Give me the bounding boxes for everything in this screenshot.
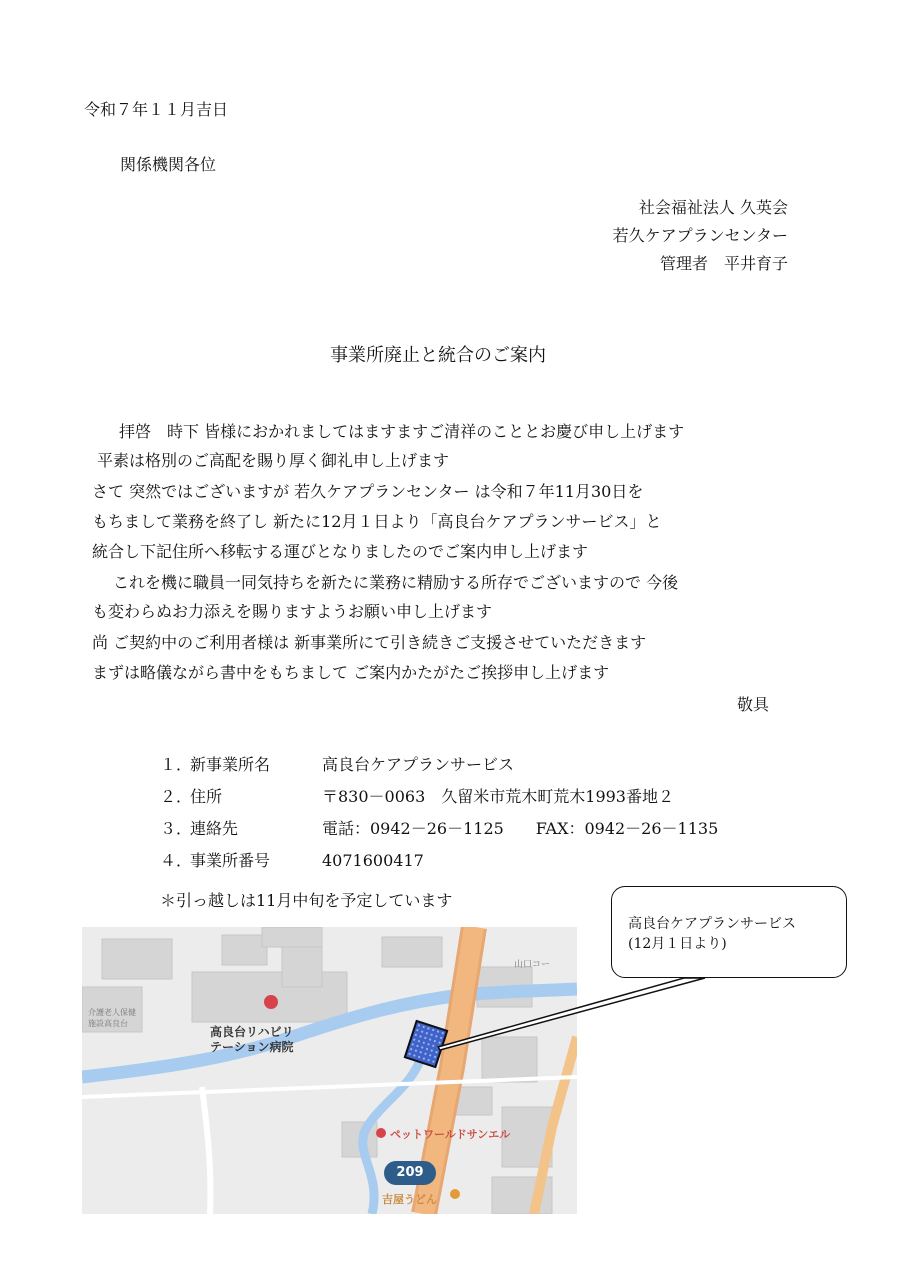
detail-value-3: 電話：0942－26－1125 FAX：0942－26－1135 (322, 819, 719, 838)
sender-organization: 社会福祉法人 久英会 (638, 198, 788, 217)
map-label-care-facility: 介護老人保健 施設高良台 (88, 1008, 136, 1028)
detail-label-1: 新事業所名 (190, 755, 271, 774)
map-label-udon: 吉屋うどん (382, 1193, 437, 1206)
detail-label-4: 事業所番号 (190, 851, 271, 870)
callout-line-1: 高良台ケアプランサービス (628, 916, 796, 932)
detail-num-3: ３． (160, 819, 193, 838)
petshop-pin-icon (376, 1128, 386, 1138)
detail-num-1: １． (160, 755, 193, 774)
document-title: 事業所廃止と統合のご案内 (330, 345, 546, 366)
detail-label-2: 住所 (190, 787, 223, 806)
callout-line-2: (12月１日より) (628, 936, 727, 952)
moving-note: ＊引っ越しは11月中旬を予定しています (160, 891, 453, 910)
hospital-pin-icon (264, 995, 278, 1009)
body-line-3: さて 突然ではございますが 若久ケアプランセンター は令和７年11月30日を (92, 482, 644, 501)
detail-value-2: 〒830－0063 久留米市荒木町荒木1993番地２ (322, 787, 674, 806)
location-map (82, 927, 577, 1214)
body-line-4: もちまして業務を終了し 新たに12月１日より「高良台ケアプランサービス」と (92, 512, 662, 531)
callout-box (611, 886, 847, 978)
body-line-7: も変わらぬお力添えを賜りますようお願い申し上げます (92, 602, 493, 621)
document-date: 令和７年１１月吉日 (84, 100, 229, 119)
body-line-6: これを機に職員一同気持ちを新たに業務に精励する所存でございますので 今後 (97, 573, 679, 592)
detail-value-1: 高良台ケアプランサービス (322, 755, 515, 774)
detail-label-3: 連絡先 (190, 819, 239, 838)
closing: 敬具 (736, 695, 769, 714)
body-line-2: 平素は格別のご高配を賜り厚く御礼申し上げます (97, 451, 450, 470)
route-209-shield: 209 (384, 1161, 436, 1185)
map-label-yamaguchi: 山口コー (514, 960, 551, 970)
body-line-1: 拝啓 時下 皆様におかれましてはますますご清祥のこととお慶び申し上げます (103, 422, 685, 441)
detail-value-4: 4071600417 (322, 851, 424, 870)
map-label-hospital: 高良台リハビリ テーション病院 (210, 1025, 294, 1054)
body-line-5: 統合し下記住所へ移転する運びとなりましたのでご案内申し上げます (92, 542, 589, 561)
map-graphic (82, 927, 577, 1214)
detail-num-4: ４． (160, 851, 193, 870)
detail-num-2: ２． (160, 787, 193, 806)
sender-manager: 管理者 平井育子 (659, 254, 788, 273)
body-line-9: まずは略儀ながら書中をもちまして ご案内かたがたご挨拶申し上げます (92, 663, 610, 682)
recipient: 関係機関各位 (120, 155, 217, 174)
map-label-petshop: ペットワールドサンエル (390, 1128, 511, 1141)
body-line-8: 尚 ご契約中のご利用者様は 新事業所にて引き続きご支援させていただきます (92, 633, 647, 652)
udon-pin-icon (450, 1189, 460, 1199)
sender-center: 若久ケアプランセンター (612, 226, 788, 245)
